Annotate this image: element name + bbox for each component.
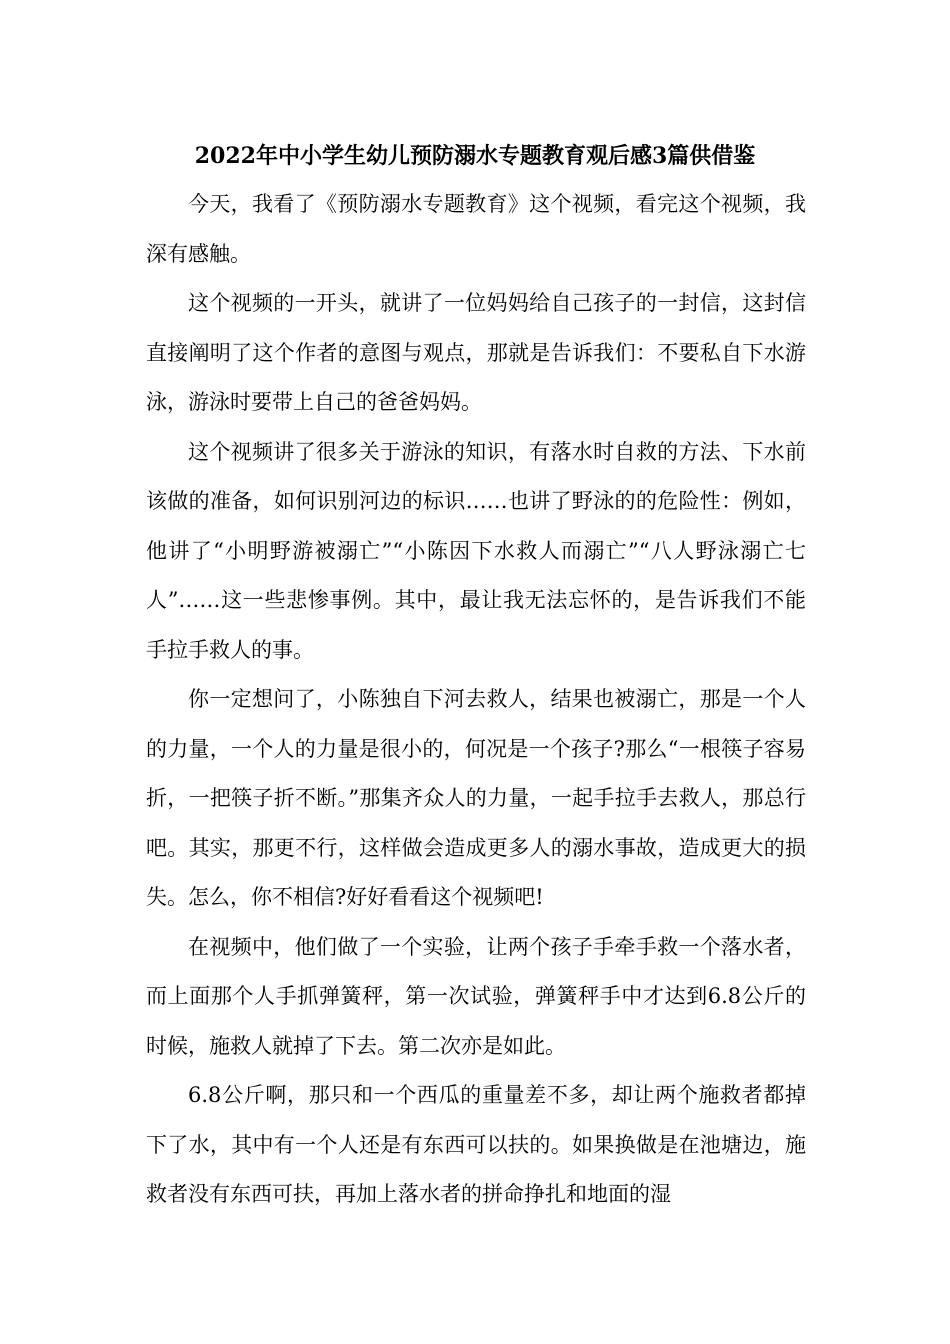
document-title: 2022年中小学生幼儿预防溺水专题教育观后感3篇供借鉴 (194, 143, 756, 169)
paragraph-4: 你一定想问了，小陈独自下河去救人，结果也被溺亡，那是一个人的力量，一个人的力量是很小的，何况是一个孩子?那么“一根筷子容易折，一把筷子折不断。”那集齐众人的力量，一起手拉手去救人，那总行吧。其实，那更不行，这样做会造成更多人的溺水事故，造成更大的损失。怎么，你不相信?好好看看这个视频吧! (146, 687, 806, 909)
paragraph-3: 这个视频讲了很多关于游泳的知识，有落水时自救的方法、下水前该做的准备，如何识别河边的标识……也讲了野泳的的危险性：例如，他讲了“小明野游被溺亡”“小陈因下水救人而溺亡”“八人野泳溺亡七人”……这一些悲惨事例。其中，最让我无法忘怀的，是告诉我们不能手拉手救人的事。 (146, 439, 806, 662)
document-body (146, 180, 806, 1220)
paragraph-6: 6.8公斤啊，那只和一个西瓜的重量差不多，却让两个施救者都掉下了水，其中有一个人还是有东西可以扶的。如果换做是在池塘边，施救者没有东西可扶，再加上落水者的拼命挣扎和地面的湿 (146, 1083, 806, 1206)
paragraph-5: 在视频中，他们做了一个实验，让两个孩子手牵手救一个落水者，而上面那个人手抓弹簧秤，第一次试验，弹簧秤手中才达到6.8公斤的时候，施救人就掉了下去。第二次亦是如此。 (146, 934, 806, 1058)
paragraph-2: 这个视频的一开头，就讲了一位妈妈给自己孩子的一封信，这封信直接阐明了这个作者的意图与观点，那就是告诉我们：不要私自下水游泳，游泳时要带上自己的爸爸妈妈。 (146, 291, 806, 414)
paragraph-1: 今天，我看了《预防溺水专题教育》这个视频，看完这个视频，我深有感触。 (146, 192, 806, 266)
